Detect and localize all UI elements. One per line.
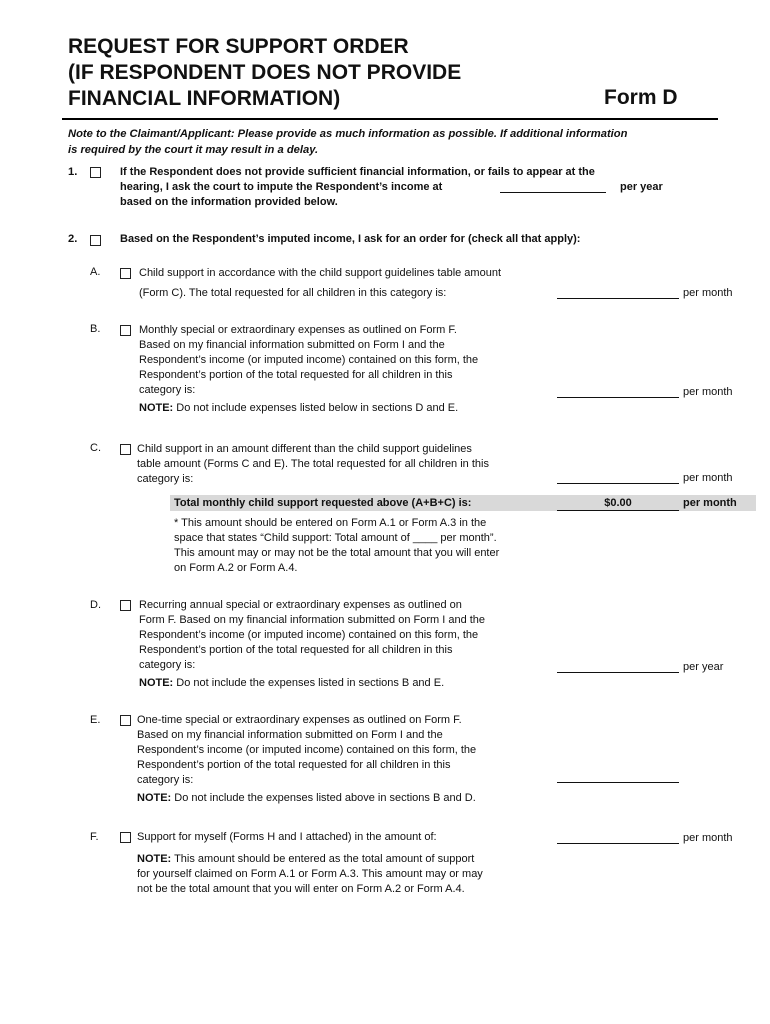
section-f-note-label: NOTE:	[137, 853, 172, 865]
section-a-letter: A.	[90, 266, 101, 278]
item-1-unit: per year	[620, 181, 663, 193]
section-e-line-5: category is:	[137, 774, 194, 786]
section-d-line-4: Respondent’s portion of the total requested for all children in this	[139, 644, 453, 656]
item-1-number: 1.	[68, 166, 78, 178]
section-b-line-4: Respondent’s portion of the total requested for all children in this	[139, 369, 453, 381]
section-e-line-2: Based on my financial information submitted on Form I and the	[137, 729, 443, 741]
section-f-note-line-2: for yourself claimed on Form A.1 or Form A.3. This amount may or may	[137, 868, 483, 880]
section-f-amount-field[interactable]	[557, 843, 679, 844]
section-c-line-2: table amount (Forms C and E). The total requested for all children in this	[137, 458, 489, 470]
section-b-line-5: category is:	[139, 384, 196, 396]
section-e-note-label: NOTE:	[137, 792, 172, 804]
note-line-1: Note to the Claimant/Applicant: Please provide as much information as possible. If additional information	[68, 128, 628, 140]
total-label: Total monthly child support requested above (A+B+C) is:	[174, 497, 472, 509]
section-a-line-2: (Form C). The total requested for all children in this category is:	[139, 287, 447, 299]
section-e-text	[137, 713, 557, 806]
section-e-note	[137, 791, 557, 806]
total-note-line-2: space that states “Child support: Total amount of ____ per month”.	[174, 532, 497, 544]
imputed-income-field[interactable]	[500, 192, 606, 193]
section-b-note-text: Do not include expenses listed below in sections D and E.	[173, 402, 459, 414]
total-note-line-3: This amount may or may not be the total amount that you will enter	[174, 547, 500, 559]
item-1-line-2: hearing, I ask the court to impute the Respondent’s income at	[120, 181, 443, 193]
total-note-line-1: * This amount should be entered on Form A.1 or Form A.3 in the	[174, 517, 487, 529]
section-c-line-3: category is:	[137, 473, 194, 485]
form-label: Form D	[604, 86, 678, 109]
section-d-checkbox[interactable]	[120, 600, 131, 611]
section-e-checkbox[interactable]	[120, 715, 131, 726]
item-2-checkbox[interactable]	[90, 235, 101, 246]
item-2-text: Based on the Respondent’s imputed income, I ask for an order for (check all that apply):	[120, 233, 581, 245]
item-1-line-3: based on the information provided below.	[120, 196, 338, 208]
section-e-letter: E.	[90, 714, 101, 726]
section-d-line-3: Respondent’s income (or imputed income) contained on this form, the	[139, 629, 479, 641]
section-b-checkbox[interactable]	[120, 325, 131, 336]
total-note-line-4: on Form A.2 or Form A.4.	[174, 562, 298, 574]
section-d-letter: D.	[90, 599, 101, 611]
section-b-amount-field[interactable]	[557, 397, 679, 398]
section-d-line-1: Recurring annual special or extraordinary expenses as outlined on	[139, 599, 462, 611]
item-1-checkbox[interactable]	[90, 167, 101, 178]
section-f-unit: per month	[683, 832, 733, 844]
section-d-line-2: Form F. Based on my financial information submitted on Form I and the	[139, 614, 486, 626]
header-divider	[62, 118, 718, 120]
item-2-number: 2.	[68, 233, 78, 245]
section-a-checkbox[interactable]	[120, 268, 131, 279]
title-line-1: REQUEST FOR SUPPORT ORDER	[68, 35, 409, 58]
section-b-unit: per month	[683, 386, 733, 398]
section-a-line-1: Child support in accordance with the child support guidelines table amount	[139, 267, 501, 279]
section-b-letter: B.	[90, 323, 101, 335]
section-f-letter: F.	[90, 831, 99, 843]
section-b-note-label: NOTE:	[139, 402, 174, 414]
section-d-unit: per year	[683, 661, 724, 673]
section-c-line-1: Child support in an amount different than the child support guidelines	[137, 443, 472, 455]
section-b-text	[139, 323, 559, 416]
claimant-note	[68, 126, 718, 158]
section-f-note-line-1	[137, 852, 557, 867]
section-e-amount-field[interactable]	[557, 782, 679, 783]
section-b-line-2: Based on my financial information submitted on Form I and the	[139, 339, 445, 351]
section-d-amount-field[interactable]	[557, 672, 679, 673]
section-f-note	[137, 852, 557, 897]
section-e-note-text: Do not include the expenses listed above in sections B and D.	[171, 792, 476, 804]
section-f-line-1: Support for myself (Forms H and I attached) in the amount of:	[137, 831, 437, 843]
section-b-line-3: Respondent’s income (or imputed income) contained on this form, the	[139, 354, 479, 366]
section-a-amount-field[interactable]	[557, 298, 679, 299]
section-d-note	[139, 676, 559, 691]
total-note	[174, 516, 564, 576]
section-c-text	[137, 442, 557, 487]
section-e-line-4: Respondent’s portion of the total requested for all children in this	[137, 759, 451, 771]
section-b-note	[139, 401, 559, 416]
section-f-note-line-3: not be the total amount that you will enter on Form A.2 or Form A.4.	[137, 883, 465, 895]
section-f-checkbox[interactable]	[120, 832, 131, 843]
section-c-unit: per month	[683, 472, 733, 484]
section-c-letter: C.	[90, 442, 101, 454]
section-d-note-text: Do not include the expenses listed in sections B and E.	[173, 677, 445, 689]
section-c-checkbox[interactable]	[120, 444, 131, 455]
total-unit: per month	[683, 497, 737, 509]
section-f-note-text-1: This amount should be entered as the total amount of support	[171, 853, 475, 865]
section-b-line-1: Monthly special or extraordinary expenses as outlined on Form F.	[139, 324, 457, 336]
item-1-line-1: If the Respondent does not provide sufficient financial information, or fails to appear at the	[120, 166, 595, 178]
note-line-2: is required by the court it may result in a delay.	[68, 144, 319, 156]
total-amount: $0.00	[557, 496, 679, 511]
section-c-amount-field[interactable]	[557, 483, 679, 484]
section-d-text	[139, 598, 559, 691]
page-title	[68, 34, 461, 112]
title-line-3: FINANCIAL INFORMATION)	[68, 87, 341, 110]
section-d-note-label: NOTE:	[139, 677, 174, 689]
section-a-unit: per month	[683, 287, 733, 299]
section-e-line-1: One-time special or extraordinary expenses as outlined on Form F.	[137, 714, 462, 726]
title-line-2: (IF RESPONDENT DOES NOT PROVIDE	[68, 61, 462, 84]
section-d-line-5: category is:	[139, 659, 196, 671]
section-e-line-3: Respondent’s income (or imputed income) contained on this form, the	[137, 744, 477, 756]
